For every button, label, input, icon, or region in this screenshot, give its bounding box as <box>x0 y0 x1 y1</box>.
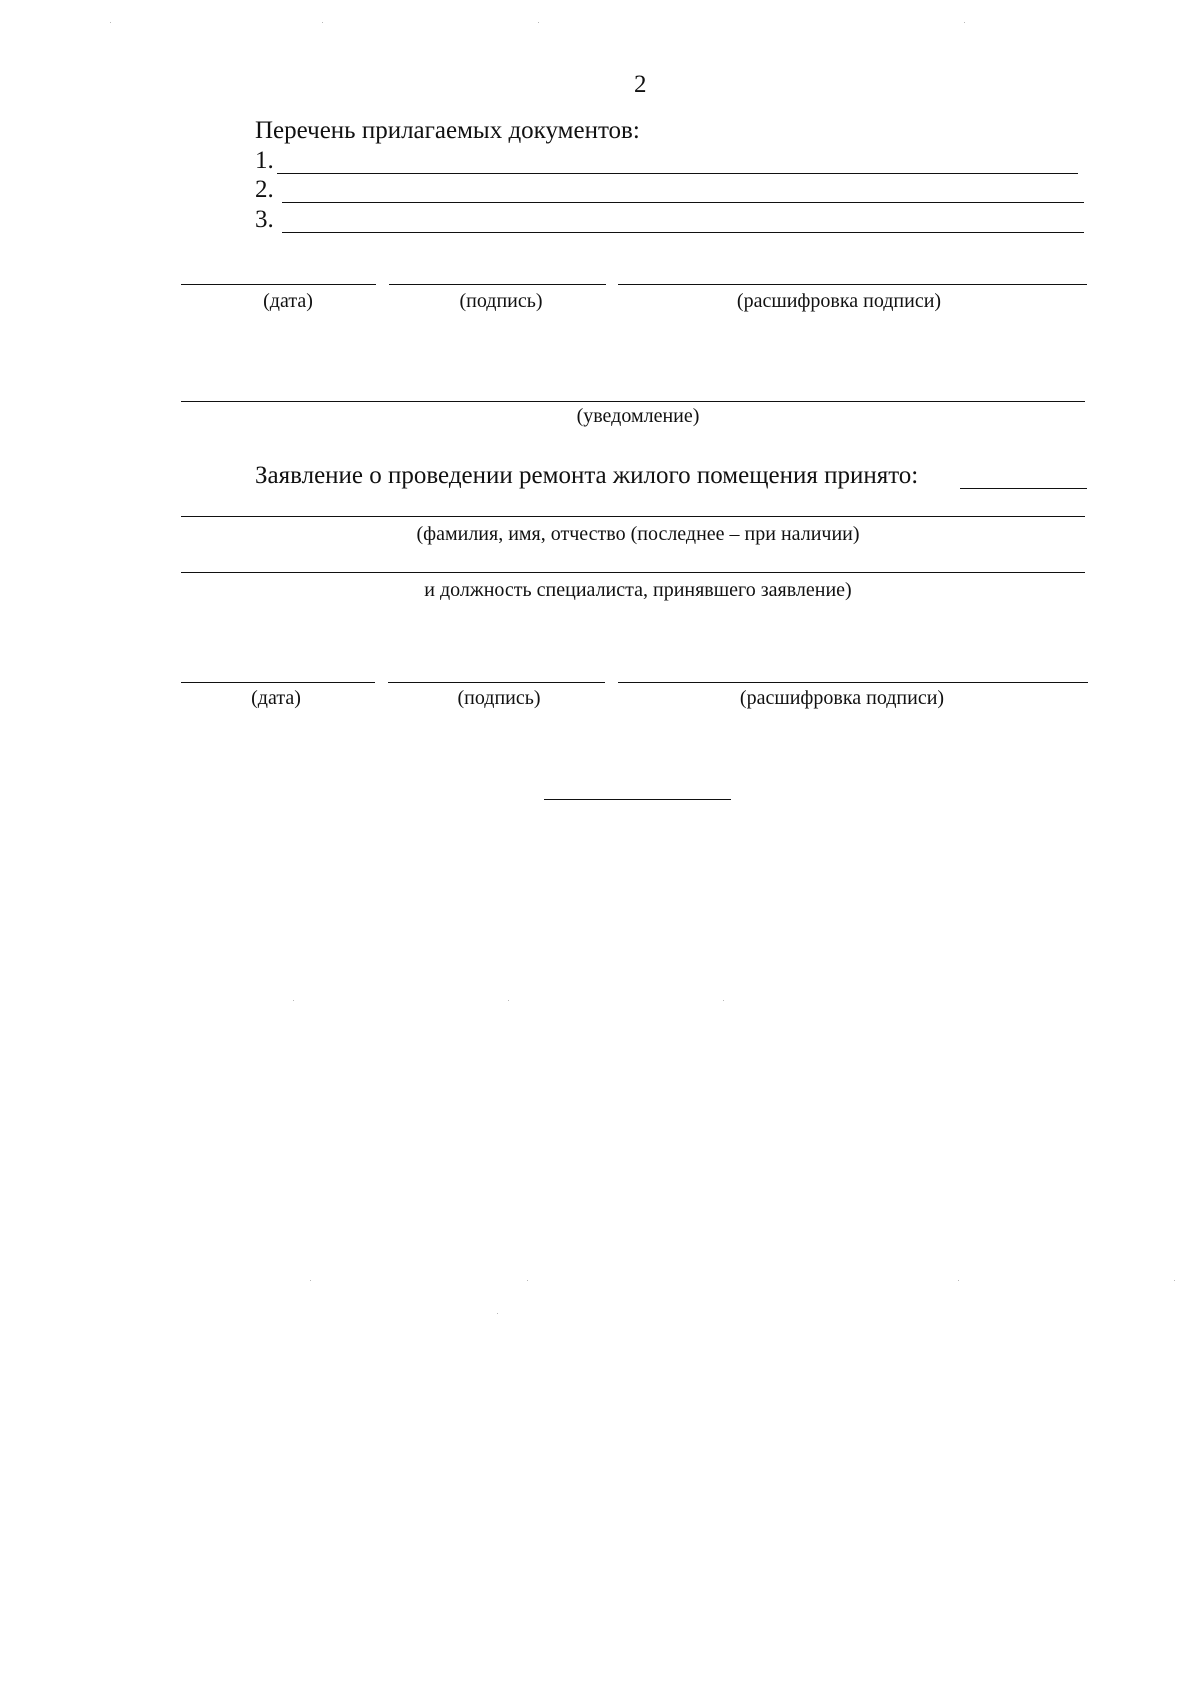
signature-decoding-field-1[interactable] <box>618 284 1087 285</box>
signature-field-1[interactable] <box>389 284 606 285</box>
specialist-name-caption: (фамилия, имя, отчество (последнее – при наличии) <box>416 523 860 545</box>
acceptance-field-end[interactable] <box>960 488 1087 489</box>
notification-caption: (уведомление) <box>576 405 700 427</box>
scan-speck <box>508 1000 509 1001</box>
attachment-item-2-number: 2. <box>255 176 274 203</box>
scan-speck <box>958 1280 959 1281</box>
scan-speck <box>110 22 111 23</box>
specialist-position-field[interactable] <box>181 572 1085 573</box>
signature-decoding-caption-1: (расшифровка подписи) <box>736 290 942 312</box>
scan-speck <box>1174 1280 1175 1281</box>
attachment-item-3-number: 3. <box>255 206 274 233</box>
scan-speck <box>527 1280 528 1281</box>
scan-speck <box>538 22 539 23</box>
date-caption-1: (дата) <box>263 290 313 312</box>
signature-decoding-field-2[interactable] <box>618 682 1088 683</box>
date-caption-2: (дата) <box>251 687 301 709</box>
attachment-item-1-field[interactable] <box>277 173 1078 174</box>
page-number: 2 <box>634 71 647 98</box>
signature-caption-2: (подпись) <box>457 687 541 709</box>
signature-caption-1: (подпись) <box>459 290 543 312</box>
scan-speck <box>723 1000 724 1001</box>
scan-speck <box>310 1280 311 1281</box>
specialist-position-caption: и должность специалиста, принявшего заявление) <box>424 579 852 601</box>
signature-decoding-caption-2: (расшифровка подписи) <box>739 687 945 709</box>
scan-speck <box>964 22 965 23</box>
attachment-item-1-number: 1. <box>255 147 274 174</box>
date-field-1[interactable] <box>181 284 376 285</box>
scan-speck <box>497 1313 498 1314</box>
notification-field[interactable] <box>181 401 1085 402</box>
end-separator <box>544 799 731 800</box>
date-field-2[interactable] <box>181 682 375 683</box>
specialist-name-field[interactable] <box>181 516 1085 517</box>
scan-speck <box>322 22 323 23</box>
attachments-heading: Перечень прилагаемых документов: <box>255 117 640 144</box>
scan-speck <box>293 1000 294 1001</box>
signature-field-2[interactable] <box>388 682 605 683</box>
acceptance-statement: Заявление о проведении ремонта жилого помещения принято: <box>255 462 919 489</box>
attachment-item-3-field[interactable] <box>282 232 1084 233</box>
attachment-item-2-field[interactable] <box>282 202 1084 203</box>
